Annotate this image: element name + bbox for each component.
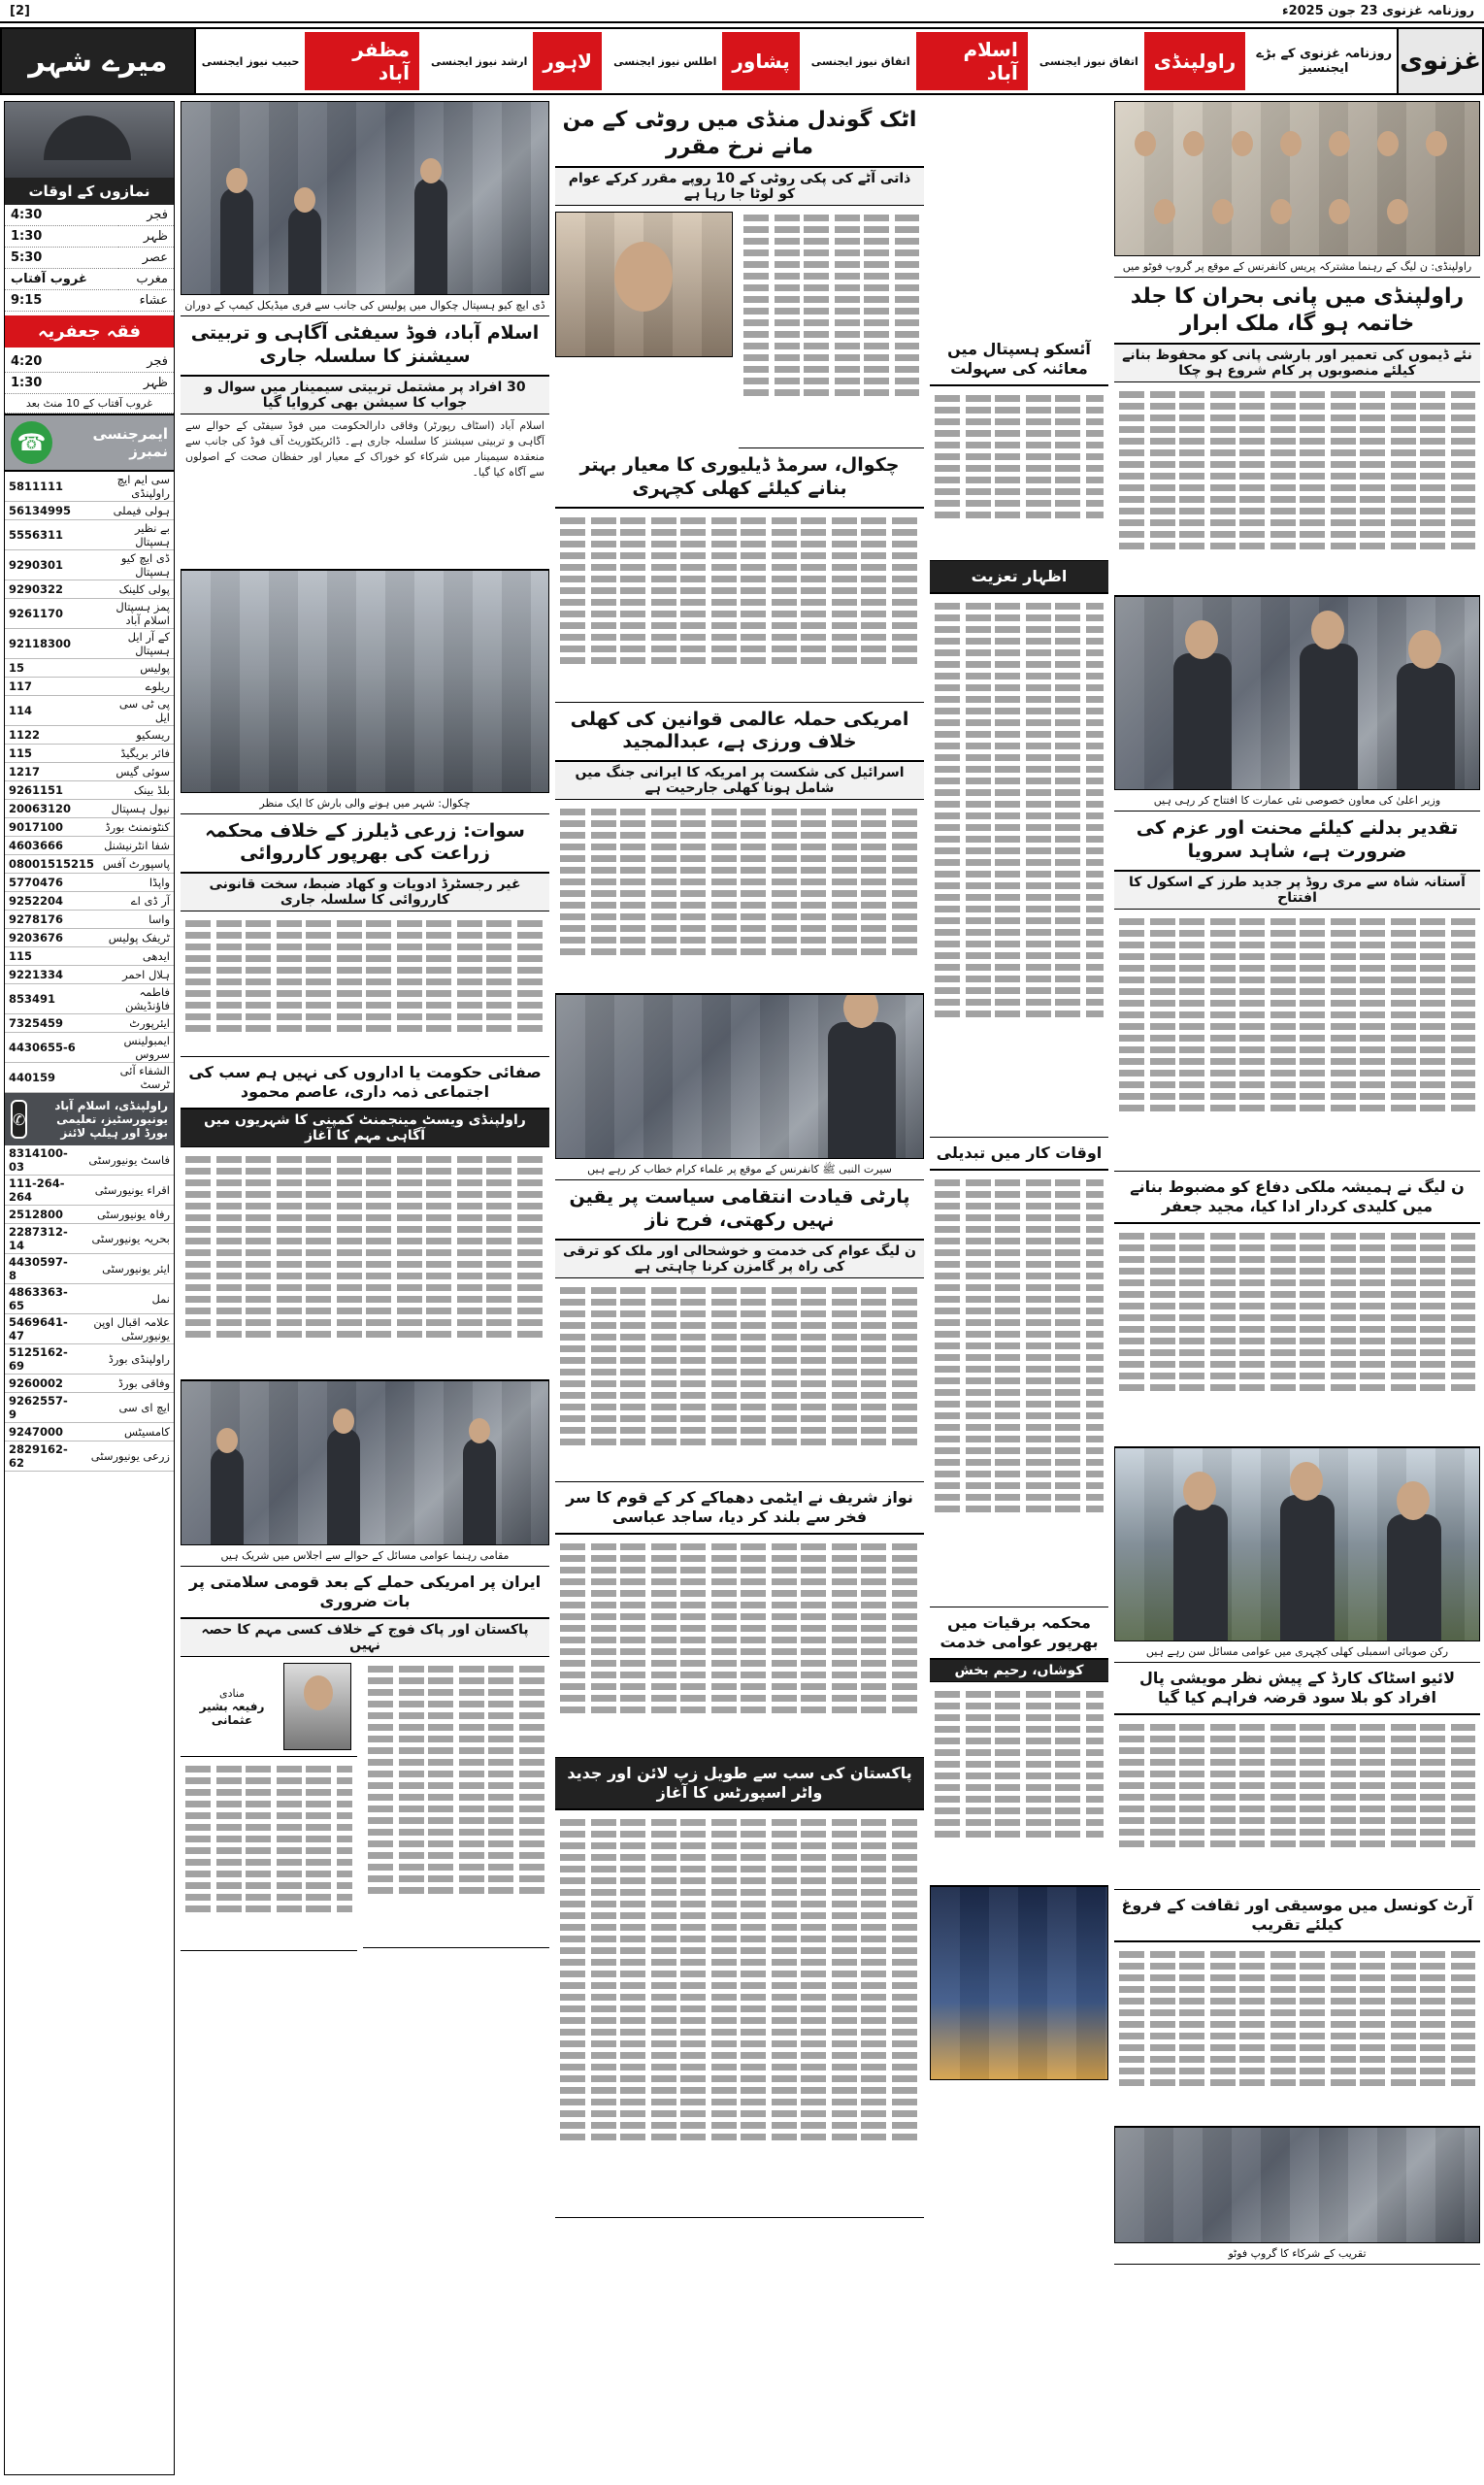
- subheadline: ذاتی آٹے کی پکی روٹی کے 10 روپے مقرر کرکے عوام کو لوٹا جا رہا ہے: [555, 168, 924, 206]
- news-column-4: [930, 101, 1108, 2475]
- phone-row: [5, 726, 174, 745]
- phone-label: پولی کلینک: [98, 580, 174, 599]
- newspaper-logo: غزنوی: [1397, 29, 1482, 93]
- phone-row: [5, 929, 174, 947]
- article-body: [1114, 1715, 1480, 1890]
- prayer-row: فجر 4:30: [5, 205, 174, 226]
- phone-row: [5, 629, 174, 659]
- phone-row: [5, 1063, 174, 1093]
- headline: تقدیر بدلنے کیلئے محنت اور عزم کی ضرورت ہے، شاہد سرویا: [1114, 812, 1480, 872]
- phone-number: 1122: [5, 726, 98, 745]
- phone-row: [5, 984, 174, 1014]
- headline: صفائی حکومت یا اداروں کی نہیں ہم سب کی اجتماعی ذمہ داری، عاصم محمود: [181, 1057, 549, 1110]
- column-label: منادی: [218, 1686, 246, 1700]
- phone-label: فاطمہ فاؤنڈیشن: [98, 984, 174, 1014]
- fiqh-prayer-table: [5, 351, 174, 414]
- subheadline: کوشاں، رحیم بخش: [930, 1660, 1108, 1682]
- headline: لائیو اسٹاک کارڈ کے پیش نظر مویشی پال افراد کو بلا سود قرضہ فراہم کیا گیا: [1114, 1663, 1480, 1715]
- emergency-header: [5, 414, 174, 472]
- article-body: [555, 1278, 924, 1482]
- phone-number: 9261151: [5, 781, 98, 800]
- group-photo: [1114, 101, 1480, 256]
- mobile-icon: ✆: [11, 1100, 27, 1139]
- news-column-2: [181, 101, 549, 2475]
- phone-row: [5, 1284, 174, 1314]
- prayer-row: عشاء 9:15: [5, 290, 174, 312]
- date-line: روزنامہ غزنوی 23 جون 2025ء: [1281, 3, 1474, 18]
- phone-number: 2512800: [5, 1206, 75, 1224]
- phone-label: بحریہ یونیورسٹی: [75, 1224, 174, 1254]
- phone-row: [5, 763, 174, 781]
- photo-caption: ڈی ایچ کیو ہسپتال چکوال میں پولیس کی جانب سے فری میڈیکل کیمپ کے دوران: [181, 295, 549, 316]
- phone-label: سی ایم ایچ راولپنڈی: [98, 472, 174, 502]
- phone-row: [5, 745, 174, 763]
- phone-row: [5, 1423, 174, 1441]
- phone-label: سوئی گیس: [98, 763, 174, 781]
- news-column-5: [1114, 101, 1480, 2475]
- phone-number: 4430597-8: [5, 1254, 75, 1284]
- phone-number: 9017100: [5, 818, 98, 837]
- phone-label: الشفاء آئی ٹرسٹ: [98, 1063, 174, 1093]
- phone-number: 4863363-65: [5, 1284, 75, 1314]
- phone-label: نمل: [75, 1284, 174, 1314]
- headline: آئسکو ہسپتال میں معائنہ کی سہولت: [930, 334, 1108, 386]
- headline: نواز شریف نے ایٹمی دھماکے کر کے قوم کا سر فخر سے بلند کر دیا، ساجد عباسی: [555, 1482, 924, 1535]
- phone-number: 8314100-03: [5, 1145, 75, 1176]
- headline: چکوال، سرمڈ ڈیلیوری کا معیار بہتر بنانے کیلئے کھلی کچہری: [555, 448, 924, 509]
- page-top-line: [0, 0, 1484, 23]
- phone-label: ٹریفک پولیس: [98, 929, 174, 947]
- headline: محکمہ برقیات میں بھرپور عوامی خدمت: [930, 1607, 1108, 1660]
- headline: آرٹ کونسل میں موسیقی اور ثقافت کے فروغ کیلئے تقریب: [1114, 1890, 1480, 1942]
- phone-row: [5, 502, 174, 520]
- phone-label: شفا انٹرنیشنل: [98, 837, 174, 855]
- photo-caption: چکوال: شہر میں ہونے والی بارش کا ایک منظر: [181, 793, 549, 814]
- article-body: [181, 911, 549, 1057]
- subheadline: راولپنڈی ویسٹ مینجمنٹ کمپنی کا شہریوں میں آگاہی مہم کا آغاز: [181, 1110, 549, 1147]
- phone-row: [5, 550, 174, 580]
- photo-caption: رکن صوبائی اسمبلی کھلی کچہری میں عوامی مسائل سن رہے ہیں: [1114, 1641, 1480, 1663]
- phone-row: [5, 1441, 174, 1472]
- phone-number: 115: [5, 745, 98, 763]
- subheadline: غیر رجسٹرڈ ادویات و کھاد ضبط، سخت قانونی کارروائی کا سلسلہ جاری: [181, 874, 549, 911]
- universities-table: [5, 1145, 174, 1472]
- article-body: [1114, 1942, 1480, 2127]
- headline: ایران پر امریکی حملے کے بعد قومی سلامتی پر بات ضروری: [181, 1567, 549, 1619]
- prayer-row: عصر 5:30: [5, 248, 174, 269]
- headline: اظہار تعزیت: [930, 561, 1108, 594]
- section-title: میرے شہر: [2, 29, 196, 93]
- masthead-city-lahore: لاہور ارشد نیوز ایجنسی: [425, 29, 608, 93]
- phone-label: کنٹونمنٹ بورڈ: [98, 818, 174, 837]
- phone-label: راولپنڈی بورڈ: [75, 1344, 174, 1375]
- phone-row: [5, 1224, 174, 1254]
- phone-label: واسا: [98, 911, 174, 929]
- news-photo: [181, 570, 549, 793]
- article-body: [930, 1171, 1108, 1607]
- prayer-row: غروب آفتاب کے 10 منٹ بعد: [5, 394, 174, 414]
- headline: سوات: زرعی ڈیلرز کے خلاف محکمہ زراعت کی بھرپور کارروائی: [181, 814, 549, 875]
- phone-label: ہلال احمر: [98, 966, 174, 984]
- headline: امریکی حملہ عالمی قوانین کی کھلی خلاف ورزی ہے، عبدالمجید: [555, 703, 924, 763]
- prayer-row: ظہر 1:30: [5, 373, 174, 394]
- phone-row: [5, 678, 174, 696]
- phone-number: 92118300: [5, 629, 98, 659]
- article-body: [1114, 1224, 1480, 1447]
- headline: پاکستان کی سب سے طویل زپ لائن اور جدید واٹر اسپورٹس کا آغاز: [555, 1758, 924, 1810]
- headline: پارٹی قیادت انتقامی سیاست پر یقین نہیں رکھتی، فرح ناز: [555, 1180, 924, 1241]
- article-body: [555, 800, 924, 994]
- headline: اسلام آباد، فوڈ سیفٹی آگاہی و تربیتی سیشنز کا سلسلہ جاری: [181, 316, 549, 377]
- phone-number: 117: [5, 678, 98, 696]
- photo-caption: سیرت النبی ﷺ کانفرنس کے موقع پر علماء کرام خطاب کر رہے ہیں: [555, 1159, 924, 1180]
- portrait-photo: [555, 212, 733, 357]
- phone-label: بلڈ بینک: [98, 781, 174, 800]
- phone-row: [5, 520, 174, 550]
- fiqh-jafria-title: فقہ جعفریہ: [5, 315, 174, 348]
- phone-row: [5, 874, 174, 892]
- phone-label: علامہ اقبال اوپن یونیورسٹی: [75, 1314, 174, 1344]
- news-photo: [181, 101, 549, 295]
- phone-number: 15: [5, 659, 98, 678]
- news-photo: [181, 1380, 549, 1545]
- phone-row: [5, 800, 174, 818]
- phone-number: 115: [5, 947, 98, 966]
- phone-label: بے نظیر ہسپتال: [98, 520, 174, 550]
- phone-row: [5, 911, 174, 929]
- universities-header: [5, 1093, 174, 1145]
- phone-label: واپڈا: [98, 874, 174, 892]
- phone-row: [5, 837, 174, 855]
- article-body: [1114, 382, 1480, 596]
- prayer-row: فجر 4:20: [5, 351, 174, 373]
- phone-label: ایچ ای سی: [75, 1393, 174, 1423]
- phone-row: [5, 1393, 174, 1423]
- phone-number: 853491: [5, 984, 98, 1014]
- photo-caption: وزیر اعلیٰ کی معاون خصوصی نئی عمارت کا افتتاح کر رہی ہیں: [1114, 790, 1480, 812]
- phone-number: 9261170: [5, 599, 98, 629]
- phone-label: پمز ہسپتال اسلام آباد: [98, 599, 174, 629]
- phone-label: ایئر یونیورسٹی: [75, 1254, 174, 1284]
- phone-number: 08001515215: [5, 855, 98, 874]
- columnist-box: [181, 1657, 357, 1757]
- masthead-city-islamabad: اسلام آباد اتفاق نیوز ایجنسی: [806, 29, 1034, 93]
- phone-label: ایدھی: [98, 947, 174, 966]
- phone-label: ڈی ایچ کیو ہسپتال: [98, 550, 174, 580]
- phone-icon: ☎: [11, 421, 52, 464]
- phone-row: [5, 892, 174, 911]
- phone-number: 9262557-9: [5, 1393, 75, 1423]
- phone-number: 5811111: [5, 472, 98, 502]
- phone-number: 9260002: [5, 1375, 75, 1393]
- page-number: [2]: [10, 3, 30, 18]
- article-body: [930, 1682, 1108, 1886]
- universities-title: راولپنڈی، اسلام آباد یونیورسٹیز، تعلیمی بورڈ اور ہیلپ لائنز: [54, 1099, 168, 1140]
- headline: راولپنڈی میں پانی بحران کا جلد خاتمہ ہو گا، ملک ابرار: [1114, 278, 1480, 345]
- phone-label: ایئرپورٹ: [98, 1014, 174, 1033]
- masthead-city-muzaffarabad: مظفر آباد حبیب نیوز ایجنسی: [196, 29, 425, 93]
- inauguration-photo: [1114, 596, 1480, 790]
- article-body: [555, 1535, 924, 1758]
- article-body: اسلام آباد (اسٹاف رپورٹر) وفاقی دارالحکومت میں فوڈ سیفٹی کے حوالے سے آگاہی و تربیتی سیشنز کا سلسلہ جاری ہے۔ ڈائریکٹوریٹ آف فوڈ کی جانب سے منعقدہ سیمینار میں شرکاء کو خوراک کے معیار اور حفظان صحت کے اصولوں سے آگاہ کیا گیا۔: [181, 414, 549, 570]
- subheadline: نئے ڈیموں کی تعمیر اور بارشی پانی کو محفوظ بنانے کیلئے منصوبوں پر کام شروع ہو چکا: [1114, 345, 1480, 382]
- phone-number: 2829162-62: [5, 1441, 75, 1472]
- phone-label: فائر بریگیڈ: [98, 745, 174, 763]
- photo-caption: تقریب کے شرکاء کا گروپ فوٹو: [1114, 2243, 1480, 2265]
- phone-label: ریلوے: [98, 678, 174, 696]
- phone-number: 9290301: [5, 550, 98, 580]
- phone-row: [5, 1145, 174, 1176]
- columnist-photo: [283, 1663, 351, 1750]
- phone-number: 9221334: [5, 966, 98, 984]
- news-column-3: [555, 101, 924, 2475]
- phone-label: ہولی فیملی: [98, 502, 174, 520]
- phone-number: 5469641-47: [5, 1314, 75, 1344]
- phone-number: 4430655-6: [5, 1033, 98, 1063]
- phone-row: [5, 580, 174, 599]
- phone-number: 7325459: [5, 1014, 98, 1033]
- phone-label: پولیس: [98, 659, 174, 678]
- phone-number: 9247000: [5, 1423, 75, 1441]
- subheadline: 30 افراد پر مشتمل تربیتی سیمینار میں سوال و جواب کا سیشن بھی کروایا گیا: [181, 377, 549, 414]
- masthead: [0, 27, 1484, 95]
- phone-label: پاسپورٹ آفس: [98, 855, 174, 874]
- phone-label: ایمبولینس سروس: [98, 1033, 174, 1063]
- phone-row: [5, 599, 174, 629]
- phone-row: [5, 659, 174, 678]
- subheadline: ن لیگ عوام کی خدمت و خوشحالی اور ملک کو ترقی کی راہ پر گامزن کرنا چاہتی ہے: [555, 1241, 924, 1278]
- phone-number: 114: [5, 696, 98, 726]
- phone-row: [5, 1375, 174, 1393]
- phone-label: آر ڈی اے: [98, 892, 174, 911]
- phone-label: اقراء یونیورسٹی: [75, 1176, 174, 1206]
- phone-label: زرعی یونیورسٹی: [75, 1441, 174, 1472]
- phone-label: فاسٹ یونیورسٹی: [75, 1145, 174, 1176]
- article-body: [181, 1757, 357, 1951]
- masthead-city-peshawar: پشاور اطلس نیوز ایجنسی: [608, 29, 806, 93]
- photo-caption: مقامی رہنما عوامی مسائل کے حوالے سے اجلاس میں شریک ہیں: [181, 1545, 549, 1567]
- phone-number: 20063120: [5, 800, 98, 818]
- phone-label: پی ٹی سی ایل: [98, 696, 174, 726]
- phone-row: [5, 947, 174, 966]
- phone-number: 2287312-14: [5, 1224, 75, 1254]
- phone-number: 111-264-264: [5, 1176, 75, 1206]
- phone-number: 9278176: [5, 911, 98, 929]
- emergency-title: ایمرجنسی نمبرز: [92, 425, 168, 460]
- phone-row: [5, 966, 174, 984]
- phone-label: نیول ہسپتال: [98, 800, 174, 818]
- emergency-table: [5, 472, 174, 1093]
- phone-row: [5, 1206, 174, 1224]
- article-body: [930, 594, 1108, 1138]
- phone-number: 9252204: [5, 892, 98, 911]
- subheadline: پاکستان اور پاک فوج کے خلاف کسی مہم کا حصہ نہیں: [181, 1619, 549, 1657]
- masthead-intro: روزنامہ غزنوی کے بڑے ایجنسیز: [1256, 47, 1393, 76]
- mosque-image: [5, 102, 174, 178]
- event-photo: [930, 1886, 1108, 2080]
- phone-number: 9290322: [5, 580, 98, 599]
- columnist-name: رفیعہ بشیر عثمانی: [199, 1699, 265, 1727]
- phone-row: [5, 781, 174, 800]
- phone-row: [5, 855, 174, 874]
- phone-row: [5, 1033, 174, 1063]
- phone-number: 1217: [5, 763, 98, 781]
- phone-row: [5, 1314, 174, 1344]
- headline: اٹک گوندل منڈی میں روٹی کے من مانے نرخ مقرر: [555, 101, 924, 168]
- phone-label: کامسیٹس: [75, 1423, 174, 1441]
- phone-number: 5125162-69: [5, 1344, 75, 1375]
- subheadline: آستانہ شاہ سے مری روڈ پر جدید طرز کے اسکول کا افتتاح: [1114, 872, 1480, 910]
- headline: اوقات کار میں تبدیلی: [930, 1138, 1108, 1171]
- phone-row: [5, 1254, 174, 1284]
- article-body: [930, 386, 1108, 561]
- photo-caption: راولپنڈی: ن لیگ کے رہنما مشترکہ پریس کانفرنس کے موقع پر گروپ فوٹو میں: [1114, 256, 1480, 278]
- phone-number: 9203676: [5, 929, 98, 947]
- phone-label: کے آر ایل ہسپتال: [98, 629, 174, 659]
- phone-row: [5, 1176, 174, 1206]
- article-body: [1114, 910, 1480, 1172]
- group-photo: [1114, 2127, 1480, 2243]
- subheadline: اسرائیل کی شکست پر امریکہ کا ایرانی جنگ میں شامل ہونا کھلی جارحیت ہے: [555, 762, 924, 800]
- news-photo: [555, 994, 924, 1159]
- article-body: [363, 1657, 549, 1948]
- phone-row: [5, 472, 174, 502]
- prayer-row: ظہر 1:30: [5, 226, 174, 248]
- phone-row: [5, 818, 174, 837]
- article-body: [739, 206, 924, 448]
- phone-label: وفاقی بورڈ: [75, 1375, 174, 1393]
- phone-label: رفاہ یونیورسٹی: [75, 1206, 174, 1224]
- phone-row: [5, 1344, 174, 1375]
- article-body: [181, 1147, 549, 1380]
- headline: ن لیگ نے ہمیشہ ملکی دفاع کو مضبوط بنانے میں کلیدی کردار ادا کیا، مجید جعفر: [1114, 1172, 1480, 1224]
- phone-number: 5556311: [5, 520, 98, 550]
- phone-number: 4603666: [5, 837, 98, 855]
- phone-row: [5, 696, 174, 726]
- phone-number: 5770476: [5, 874, 98, 892]
- phone-number: 56134995: [5, 502, 98, 520]
- masthead-city-rawalpindi: راولپنڈی اتفاق نیوز ایجنسی: [1034, 29, 1251, 93]
- article-body: [555, 509, 924, 703]
- phone-label: ریسکیو: [98, 726, 174, 745]
- news-photo: [1114, 1447, 1480, 1641]
- article-body: [555, 1810, 924, 2218]
- prayer-times-table: [5, 205, 174, 312]
- prayer-times-title: نمازوں کے اوقات: [5, 178, 174, 205]
- info-sidebar: [4, 101, 175, 2475]
- prayer-row: مغرب غروب آفتاب: [5, 269, 174, 290]
- phone-number: 440159: [5, 1063, 98, 1093]
- phone-row: [5, 1014, 174, 1033]
